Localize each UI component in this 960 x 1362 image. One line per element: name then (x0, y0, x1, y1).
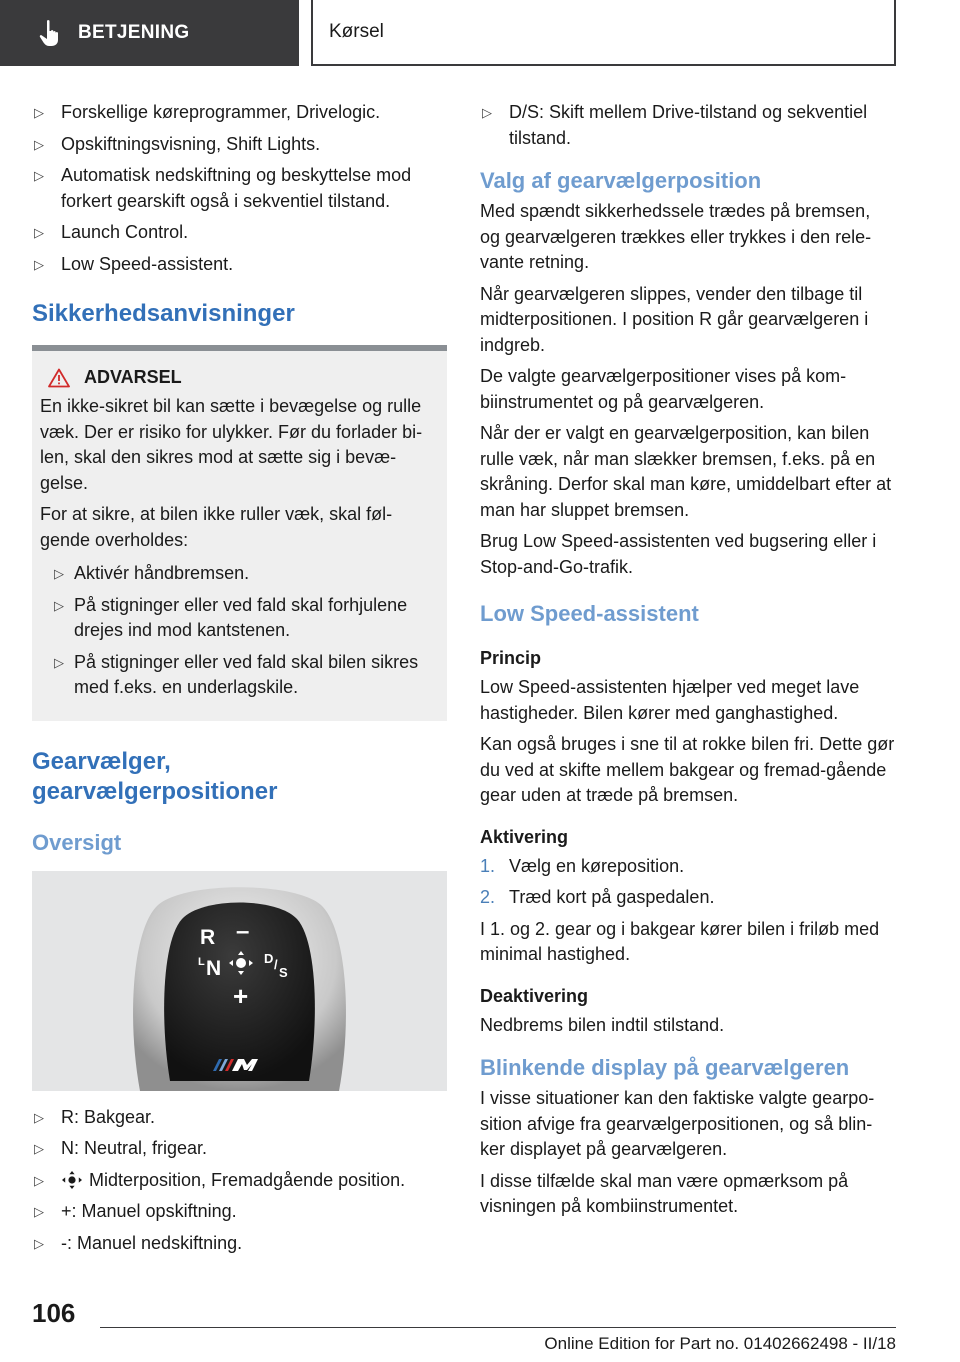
low-speed-heading: Low Speed-assistent (480, 601, 699, 626)
page-header (0, 0, 960, 66)
triangle-bullet-icon: ▷ (34, 136, 44, 152)
triangle-bullet-icon: ▷ (34, 168, 44, 183)
gear-selector-heading: Gearvælger, gearvælgerpositioner (32, 747, 278, 805)
triangle-bullet-icon: ▷ (34, 1235, 44, 1251)
gear-knob-illustration (32, 871, 447, 1091)
paragraph: Nedbrems bilen indtil stilstand. (480, 1014, 725, 1035)
select-position-heading: Valg af gearvælgerposition (480, 168, 762, 193)
triangle-bullet-icon: ▷ (482, 105, 492, 120)
triangle-bullet-icon: ▷ (34, 225, 44, 240)
list-item: 1. Vælg en køreposition. (480, 855, 685, 876)
principle-heading: Princip (480, 648, 542, 668)
intro-bullet-list (32, 100, 447, 277)
triangle-bullet-icon: ▷ (54, 566, 64, 581)
triangle-bullet-icon: ▷ (34, 105, 44, 120)
hand-pointer-icon (38, 19, 64, 47)
paragraph: I visse situationer kan den faktiske valgte gearpo-sition afvige fra gearvælgerpositionen, og så blin-ker displayet på gearvælgeren. (480, 1088, 875, 1159)
gear-label-n: N (206, 956, 222, 980)
gear-label-plus: + (233, 980, 249, 1011)
warning-title: ADVARSEL (40, 367, 439, 388)
paragraph: Når der er valgt en gearvælgerposition, kan bilen rulle væk, når man slækker bremsen, f.eks. på en skråning. Derfor skal man køre, umiddelbart efter at man har sluppet bremsen. (480, 423, 892, 520)
gear-label-r: R (200, 925, 216, 949)
warning-bullet-list (40, 561, 439, 701)
triangle-bullet-icon: ▷ (54, 597, 64, 613)
list-item: ▷ +: Manuel opskiftning. (32, 1199, 447, 1225)
list-item: ▷ Opskiftningsvisning, Shift Lights. (32, 132, 447, 158)
gear-label-slash: / (274, 956, 278, 972)
list-item: ▷ D/S: Skift mellem Drive-tilstand og sekventiel tilstand. (482, 102, 868, 148)
triangle-bullet-icon: ▷ (54, 654, 64, 670)
list-item: ▷ Forskellige køreprogrammer, Drivelogic. (32, 100, 447, 126)
chapter-tab (311, 0, 896, 66)
paragraph: Kan også bruges i sne til at rokke bilen fri. Dette gør du ved at skifte mellem bakgear og fremad-gående gear uden at træde på bremsen. (480, 734, 895, 805)
list-item: ▷ På stigninger eller ved fald skal forhjulene drejes ind mod kantstenen. (54, 594, 408, 640)
paragraph: De valgte gearvælgerpositioner vises på kom-biinstrumentet og på gearvælgeren. (480, 366, 847, 412)
gear-label-s: S (279, 964, 288, 980)
gear-label-minus: – (236, 917, 250, 945)
blinking-display-heading: Blinkende display på gearvælgeren (480, 1055, 850, 1080)
gear-label-d: D (264, 950, 274, 966)
edition-text: Online Edition for Part no. 01402662498 - II/18 (544, 1334, 896, 1353)
center-position-icon (61, 1171, 83, 1189)
list-item: ▷ N: Neutral, frigear. (32, 1136, 447, 1162)
paragraph: I 1. og 2. gear og i bakgear kører bilen i friløb med minimal hastighed. (480, 918, 880, 964)
triangle-bullet-icon: ▷ (34, 1141, 44, 1156)
gear-label-l: L (198, 955, 205, 968)
warning-text: En ikke-sikret bil kan sætte i bevægelse og rulle væk. Der er risiko for ulykker. Før du forlader bi-len, skal den sikres mod at sætte sig i bevæ-gelse. (40, 396, 423, 493)
activation-steps (480, 854, 895, 911)
section-tab (0, 0, 299, 66)
warning-text: For at sikre, at bilen ikke ruller væk, skal føl-gende overholdes: (40, 504, 393, 550)
list-item: ▷ -: Manuel nedskiftning. (32, 1231, 447, 1257)
list-item: ▷ Aktivér håndbremsen. (40, 561, 439, 587)
triangle-bullet-icon: ▷ (34, 1109, 44, 1125)
list-item: ▷ R: Bakgear. (32, 1105, 447, 1131)
triangle-bullet-icon: ▷ (34, 256, 44, 272)
page-number: 106 (32, 1298, 76, 1328)
top-bullet-list (480, 100, 895, 151)
deactivation-heading: Deaktivering (480, 985, 589, 1006)
activation-heading: Aktivering (480, 826, 569, 847)
triangle-bullet-icon: ▷ (34, 1204, 44, 1219)
paragraph: I disse tilfælde skal man være opmærksom på visningen på kombiinstrumentet. (480, 1170, 849, 1216)
triangle-bullet-icon: ▷ (34, 1172, 44, 1188)
paragraph: Brug Low Speed-assistenten ved bugsering eller i Stop-and-Go-trafik. (480, 531, 877, 577)
warning-box (32, 345, 447, 721)
gear-selector-image (32, 871, 447, 1091)
right-column (480, 100, 895, 1226)
footer-divider (100, 1327, 896, 1328)
list-item: ▷ Low Speed-assistent. (32, 252, 447, 278)
list-item: ▷ Automatisk nedskiftning og beskyttelse mod forkert gearskift også i sekventiel tilstand. (34, 165, 412, 211)
section-title: BETJENING (78, 22, 190, 43)
safety-heading: Sikkerhedsanvisninger (32, 300, 295, 327)
list-item: ▷ Midterposition, Fremadgående position. (32, 1168, 447, 1194)
paragraph: Når gearvælgeren slippes, vender den tilbage til midterpositionen. I position R går gearvælgeren i indgreb. (480, 283, 869, 355)
list-item: ▷ Launch Control. (32, 220, 447, 246)
chapter-title: Kørsel (329, 21, 384, 42)
position-bullet-list (32, 1105, 447, 1257)
paragraph: Low Speed-assistenten hjælper ved meget lave hastigheder. Bilen kører med ganghastighed. (480, 677, 860, 723)
list-item: ▷ På stigninger eller ved fald skal bilen sikres med f.eks. en underlagskile. (54, 651, 419, 697)
paragraph: Med spændt sikkerhedssele trædes på bremsen, og gearvælgeren trækkes eller trykkes i den rele-vante retning. (480, 201, 872, 272)
left-column (32, 100, 447, 1262)
warning-triangle-icon (48, 368, 70, 388)
list-item: 2. Træd kort på gaspedalen. (480, 887, 715, 907)
overview-heading: Oversigt (32, 829, 122, 855)
